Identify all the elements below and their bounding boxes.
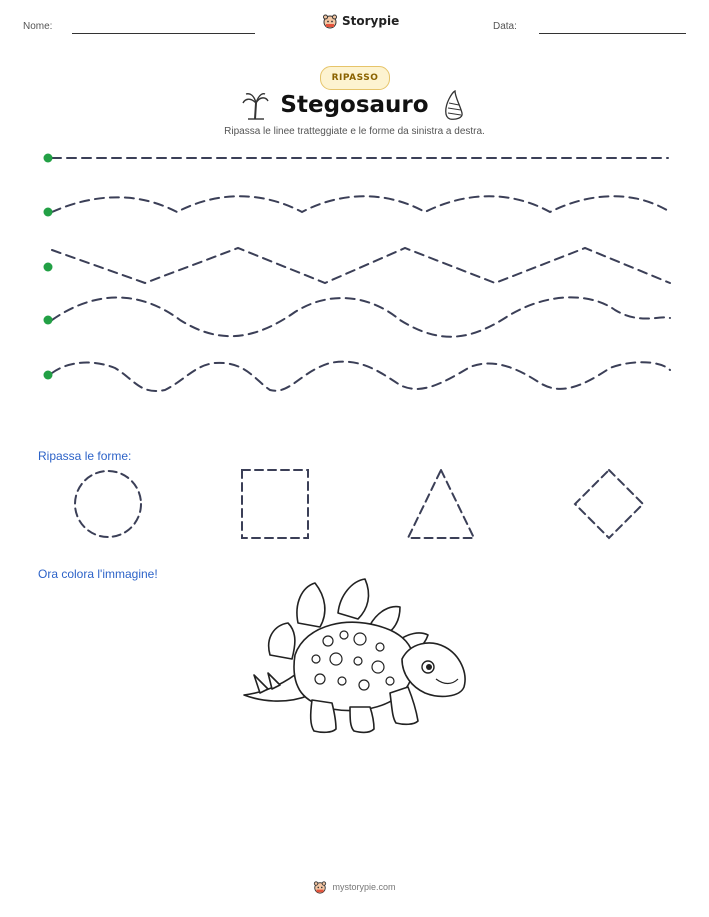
storypie-logo-icon — [313, 880, 327, 894]
start-dot — [44, 371, 53, 380]
start-dot — [44, 263, 53, 272]
start-dot — [44, 208, 53, 217]
start-dot — [44, 154, 53, 163]
brand-name: Storypie — [342, 14, 400, 28]
trace-square — [242, 470, 308, 538]
trace-diamond — [575, 470, 643, 538]
tracing-area — [0, 0, 709, 420]
page-title: Stegosauro — [280, 92, 429, 118]
footer-url[interactable]: mystorypie.com — [332, 882, 396, 892]
shapes-section-label: Ripassa le forme: — [38, 449, 132, 463]
ripasso-badge: RIPASSO — [320, 66, 390, 90]
footer — [0, 880, 709, 894]
trace-triangle — [408, 470, 474, 538]
start-dot — [44, 316, 53, 325]
trace-circle — [75, 471, 141, 537]
trace-line-zigzag — [52, 248, 670, 283]
trace-line-wave-1 — [52, 196, 670, 212]
stegosaurus-coloring-image — [240, 575, 470, 743]
name-label: Nome: — [23, 21, 53, 32]
color-section-label: Ora colora l'immagine! — [38, 567, 158, 581]
date-label: Data: — [493, 21, 517, 32]
subtitle: Ripassa le linee tratteggiate e le forme da sinistra a destra. — [224, 126, 485, 137]
trace-line-wave-3 — [52, 362, 670, 391]
trace-line-wave-2 — [52, 297, 670, 336]
